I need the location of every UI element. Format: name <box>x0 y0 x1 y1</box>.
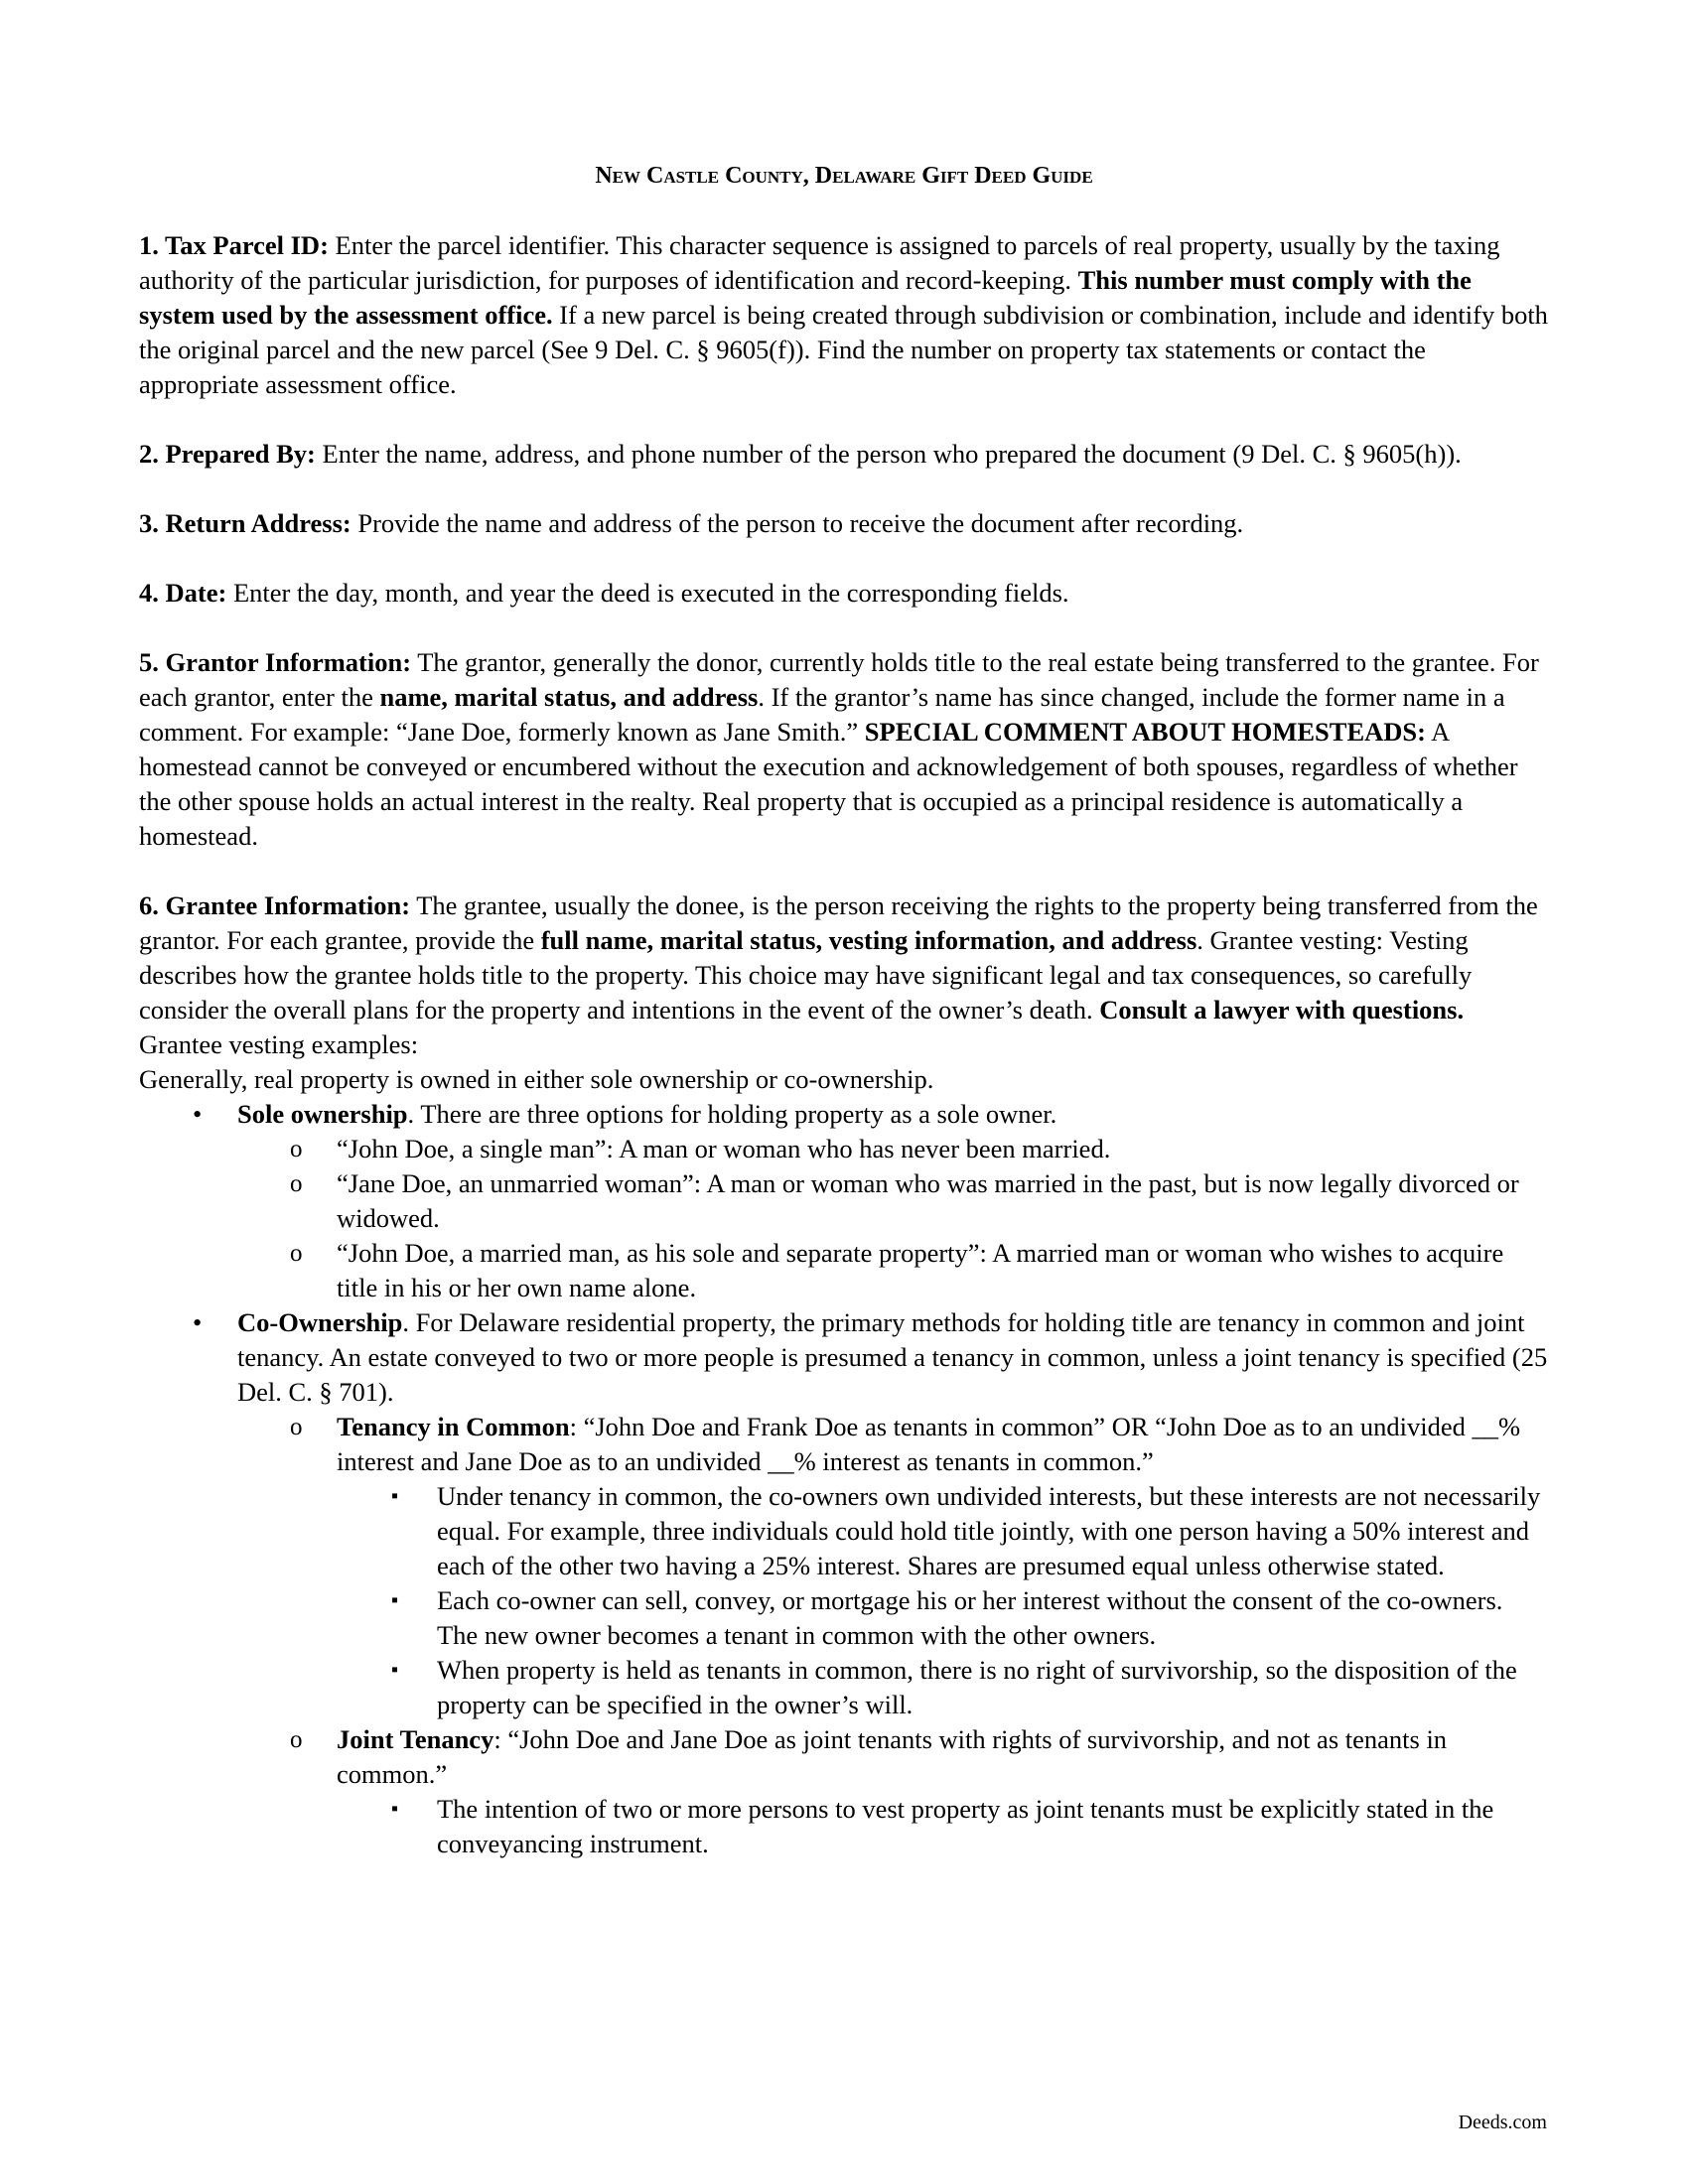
footer-source: Deeds.com <box>1458 2112 1547 2133</box>
list-item-tic-detail: ▪ Each co-owner can sell, convey, or mortgage his or her interest without the consent of the co-owners. The new owner becomes a tenant in common with the other owners. <box>391 1585 1503 1650</box>
section-grantee-information <box>139 888 1549 1861</box>
section-prepared-by: 2. Prepared By: Enter the name, address, and phone number of the person who prepared the document (9 Del. C. § 9605(h)). <box>139 439 1462 469</box>
circle-marker: o <box>290 1136 303 1162</box>
list-item-co-ownership: • Co-Ownership. For Delaware residential property, the primary methods for holding title are tenancy in common and joint tenancy. An estate conveyed to two or more people is presumed a tenancy in common, unless a joint tenancy is specified (25 Del. C. § 701). <box>193 1307 1548 1407</box>
ownership-overview: Generally, real property is owned in either sole ownership or co-ownership. <box>139 1064 934 1094</box>
list-item-sole-single: o “John Doe, a single man”: A man or woman who has never been married. <box>139 1132 1549 1166</box>
list-item-tic-detail: ▪ When property is held as tenants in common, there is no right of survivorship, so the disposition of the property can be specified in the owner’s will. <box>391 1655 1517 1719</box>
section-label: 4. Date: <box>139 578 227 608</box>
guide-content <box>139 228 1549 1861</box>
list-item-tic-detail: ▪ Under tenancy in common, the co-owners own undivided interests, but these interests are not necessarily equal. For example, three individuals could hold title jointly, with one person having a 50% interest and each of the other two having a 25% interest. Shares are presumed equal unless otherwise stated. <box>391 1481 1541 1580</box>
section-tax-parcel-id: 1. Tax Parcel ID: Enter the parcel identifier. This character sequence is assigned to parcels of real property, usually by the taxing authority of the particular jurisdiction, for purposes of identification and record-keeping. This number must comply with the system used by the assessment office. If a new parcel is being created through subdivision or combination, include and identify both the original parcel and the new parcel (See 9 Del. C. § 9605(f)). Find the number on property tax statements or contact the appropriate assessment office. <box>139 230 1548 399</box>
circle-marker: o <box>290 1170 303 1197</box>
list-item-jt-detail: ▪ The intention of two or more persons to vest property as joint tenants must be explicitly stated in the conveyancing instrument. <box>391 1794 1494 1858</box>
list-item-tenancy-in-common: o Tenancy in Common: “John Doe and Frank Doe as tenants in common” OR “John Doe as to an undivided __% interest and Jane Doe as to an undivided __% interest as tenants in common.” <box>290 1412 1521 1476</box>
square-marker: ▪ <box>391 1798 399 1820</box>
section-label: 2. Prepared By: <box>139 439 316 469</box>
page-title: New Castle County, Delaware Gift Deed Guide <box>595 163 1093 189</box>
bullet-marker: • <box>193 1099 203 1129</box>
section-label: 1. Tax Parcel ID: <box>139 230 329 260</box>
circle-marker: o <box>290 1414 303 1440</box>
circle-marker: o <box>290 1240 303 1267</box>
circle-marker: o <box>290 1726 303 1753</box>
section-label: 5. Grantor Information: <box>139 647 412 677</box>
grantee-intro: 6. Grantee Information: The grantee, usually the donee, is the person receiving the rights to the property being transferred from the grantor. For each grantee, provide the full name, marital status, vesting information, and address. Grantee vesting: Vesting describes how the grantee holds title to the property. This choice may have significant legal and tax consequences, so carefully consider the overall plans for the property and intentions in the event of the owner’s death. Consult a lawyer with questions. <box>139 890 1538 1024</box>
bullet-marker: • <box>193 1307 203 1337</box>
list-item-joint-tenancy: o Joint Tenancy: “John Doe and Jane Doe as joint tenants with rights of survivorship, and not as tenants in common.” <box>290 1724 1448 1789</box>
section-date: 4. Date: Enter the day, month, and year the deed is executed in the corresponding fields. <box>139 578 1069 608</box>
square-marker: ▪ <box>391 1485 399 1507</box>
vesting-examples-heading: Grantee vesting examples: <box>139 1029 419 1059</box>
section-return-address: 3. Return Address: Provide the name and address of the person to receive the document after recording. <box>139 508 1244 538</box>
list-item-sole-unmarried: o “Jane Doe, an unmarried woman”: A man or woman who was married in the past, but is now legally divorced or widowed. <box>290 1168 1519 1233</box>
list-item-sole-ownership: • Sole ownership. There are three options for holding property as a sole owner. <box>139 1097 1549 1132</box>
section-label: 3. Return Address: <box>139 508 352 538</box>
list-item-sole-married: o “John Doe, a married man, as his sole and separate property”: A married man or woman who wishes to acquire title in his or her own name alone. <box>290 1238 1504 1302</box>
section-grantor-information: 5. Grantor Information: The grantor, generally the donor, currently holds title to the real estate being transferred to the grantee. For each grantor, enter the name, marital status, and address. If the grantor’s name has since changed, include the former name in a comment. For example: “Jane Doe, formerly known as Jane Smith.” SPECIAL COMMENT ABOUT HOMESTEADS: A homestead cannot be conveyed or encumbered without the execution and acknowledgement of both spouses, regardless of whether the other spouse holds an actual interest in the realty. Real property that is occupied as a principal residence is automatically a homestead. <box>139 647 1539 851</box>
square-marker: ▪ <box>391 1659 399 1681</box>
section-label: 6. Grantee Information: <box>139 890 411 920</box>
square-marker: ▪ <box>391 1589 399 1611</box>
